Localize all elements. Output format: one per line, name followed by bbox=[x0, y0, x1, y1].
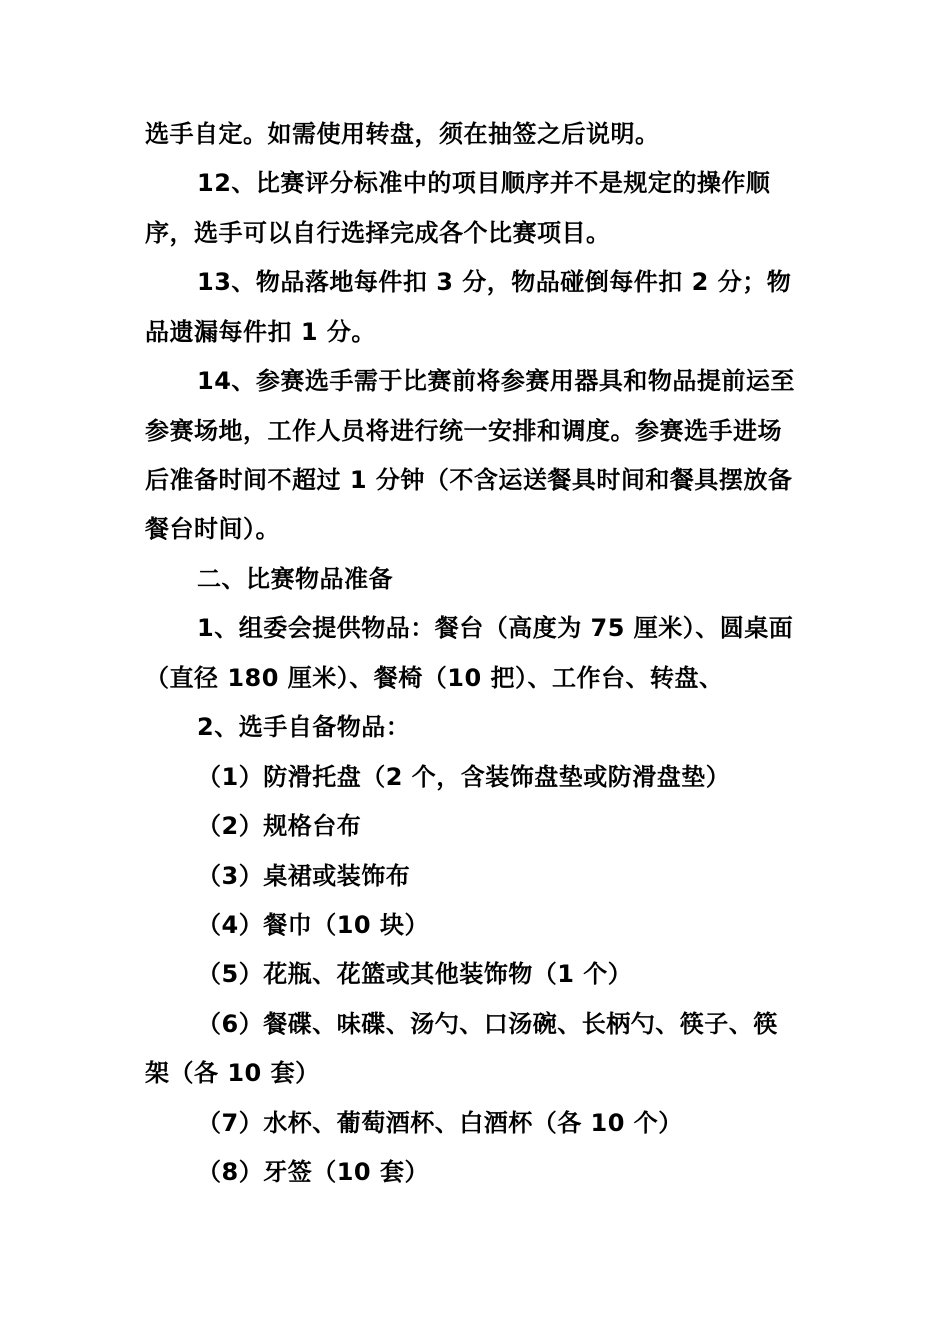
list-item-7: （7）水杯、葡萄酒杯、白酒杯（各 10 个） bbox=[197, 1109, 683, 1137]
rule-14-line-1: 14、参赛选手需于比赛前将参赛用器具和物品提前运至 bbox=[197, 367, 795, 395]
list-item-3: （3）桌裙或装饰布 bbox=[197, 862, 411, 890]
list-item-6-line-1: （6）餐碟、味碟、汤勺、口汤碗、长柄勺、筷子、筷 bbox=[197, 1010, 778, 1038]
rule-13-line-1: 13、物品落地每件扣 3 分，物品碰倒每件扣 2 分；物 bbox=[197, 268, 792, 296]
list-item-8: （8）牙签（10 套） bbox=[197, 1158, 429, 1186]
list-item-6-line-2: 架（各 10 套） bbox=[145, 1059, 320, 1087]
list-item-1: （1）防滑托盘（2 个，含装饰盘垫或防滑盘垫） bbox=[197, 763, 731, 791]
list-item-2: （2）规格台布 bbox=[197, 812, 362, 840]
text-line-1: 选手自定。如需使用转盘，须在抽签之后说明。 bbox=[145, 120, 660, 148]
list-item-4: （4）餐巾（10 块） bbox=[197, 911, 429, 939]
rule-14-line-2: 参赛场地，工作人员将进行统一安排和调度。参赛选手进场 bbox=[145, 417, 782, 445]
list-item-5: （5）花瓶、花篮或其他装饰物（1 个） bbox=[197, 960, 633, 988]
section-heading: 二、比赛物品准备 bbox=[197, 565, 393, 593]
item-1-line-1: 1、组委会提供物品：餐台（高度为 75 厘米）、圆桌面 bbox=[197, 614, 794, 642]
rule-12-line-1: 12、比赛评分标准中的项目顺序并不是规定的操作顺 bbox=[197, 169, 771, 197]
rule-14-line-3: 后准备时间不超过 1 分钟（不含运送餐具时间和餐具摆放备 bbox=[145, 466, 793, 494]
item-2-heading: 2、选手自备物品： bbox=[197, 713, 411, 741]
rule-13-line-2: 品遗漏每件扣 1 分。 bbox=[145, 318, 376, 346]
item-1-line-2: （直径 180 厘米）、餐椅（10 把）、工作台、转盘、 bbox=[145, 664, 724, 692]
rule-14-line-4: 餐台时间）。 bbox=[145, 515, 280, 543]
rule-12-line-2: 序，选手可以自行选择完成各个比赛项目。 bbox=[145, 219, 611, 247]
